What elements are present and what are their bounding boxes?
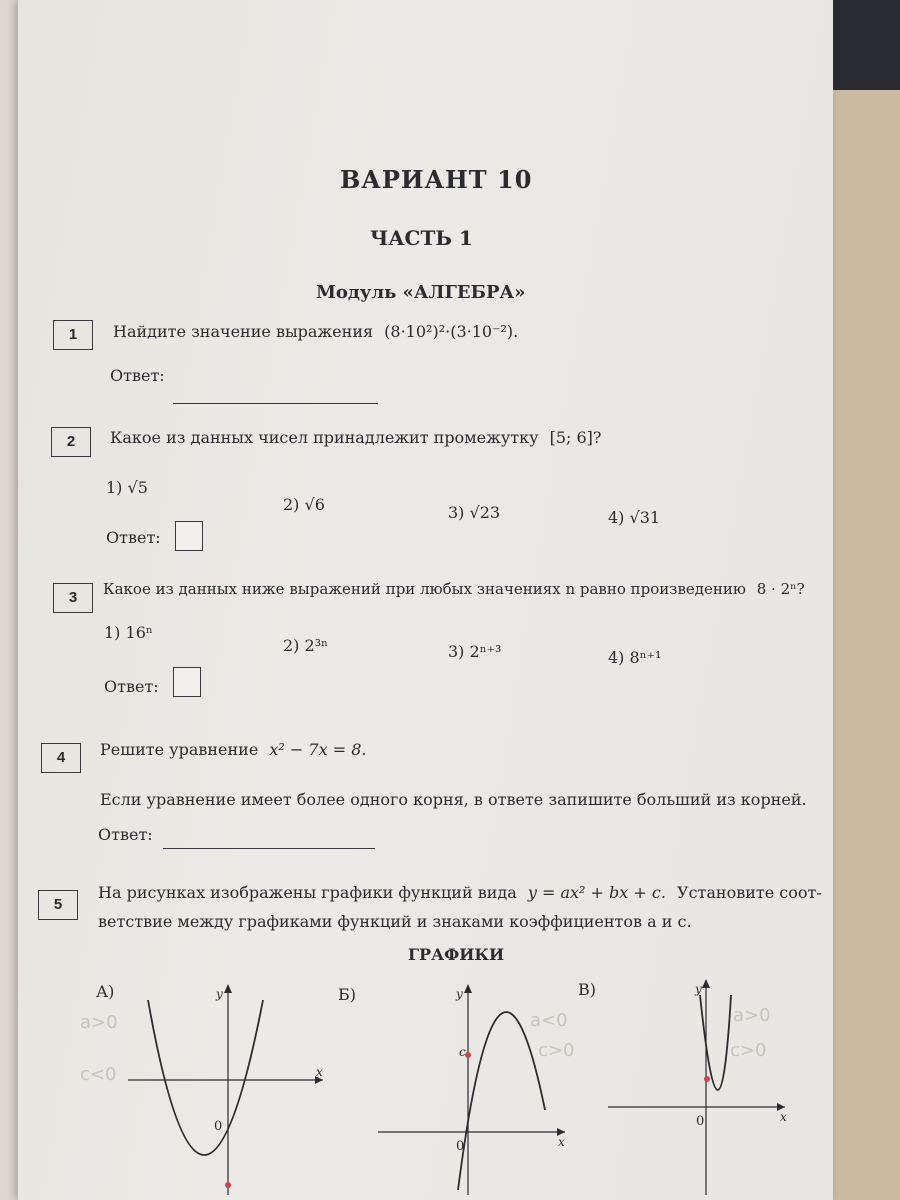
task-3-text — [103, 580, 805, 598]
graph-b-label: Б) — [338, 985, 356, 1004]
task-number: 3 — [53, 583, 93, 613]
task-3-option-4: 4) 8ⁿ⁺¹ — [608, 648, 662, 667]
task-2-option-4: 4) √31 — [608, 508, 661, 527]
task-1-prompt: Найдите значение выражения — [113, 322, 374, 341]
c-point — [225, 1182, 231, 1188]
task-5-line-1 — [98, 883, 822, 902]
graph-a-note-c: c<0 — [80, 1064, 117, 1085]
graph-a-note-a: a>0 — [80, 1012, 118, 1033]
x-label: x — [780, 1110, 787, 1124]
task-2-answer-box[interactable] — [175, 521, 203, 551]
y-axis-arrow — [224, 984, 232, 993]
graph-c-note-a: a>0 — [733, 1005, 771, 1026]
task-5-line-2: ветствие между графиками функций и знаками коэффициентов a и c. — [98, 912, 692, 931]
task-3-option-3: 3) 2ⁿ⁺³ — [448, 642, 502, 661]
task-4-equation: x² − 7x = 8. — [269, 740, 367, 759]
task-5-prompt-end: Установите соот- — [677, 883, 822, 902]
y-axis-arrow — [702, 979, 710, 988]
task-1-expression: (8·10²)²·(3·10⁻²). — [384, 322, 519, 341]
task-2-option-3: 3) √23 — [448, 503, 501, 522]
task-number: 1 — [53, 320, 93, 350]
task-number: 4 — [41, 743, 81, 773]
task-4-note: Если уравнение имеет более одного корня, в ответе запишите больший из корней. — [100, 790, 807, 809]
graph-a-label: А) — [96, 982, 115, 1001]
graphs-heading: ГРАФИКИ — [408, 945, 505, 964]
parabola-a — [148, 1000, 263, 1155]
graph-c-note-c: c>0 — [730, 1040, 767, 1061]
task-1-text — [113, 322, 518, 341]
y-axis-arrow — [464, 984, 472, 993]
graph-a — [118, 980, 328, 1200]
y-label: y — [695, 982, 702, 996]
task-3-option-2: 2) 2³ⁿ — [283, 636, 329, 655]
task-3-expression: 8 · 2ⁿ? — [756, 580, 805, 598]
c-point — [465, 1052, 471, 1058]
task-3-option-1: 1) 16ⁿ — [104, 623, 153, 642]
task-3-prompt: Какое из данных ниже выражений при любых значениях n равно произведению — [103, 580, 746, 598]
c-label: c — [459, 1045, 466, 1059]
worksheet-page — [18, 0, 833, 1200]
variant-title: ВАРИАНТ 10 — [340, 165, 533, 194]
task-2-option-1: 1) √5 — [106, 478, 148, 497]
task-number: 2 — [51, 427, 91, 457]
task-4-prompt: Решите уравнение — [100, 740, 259, 759]
origin-label: 0 — [696, 1114, 705, 1129]
task-3-answer-box[interactable] — [173, 667, 201, 697]
origin-label: 0 — [214, 1119, 223, 1134]
parabola-b — [458, 1012, 545, 1190]
task-2-interval: [5; 6]? — [549, 428, 602, 447]
answer-label: Ответ: — [104, 677, 159, 696]
task-5-formula: y = ax² + bx + c. — [527, 883, 666, 902]
answer-label: Ответ: — [98, 825, 153, 844]
y-label: y — [456, 987, 463, 1001]
task-4-answer-line[interactable] — [163, 848, 375, 849]
task-number: 5 — [38, 890, 78, 920]
task-2-text — [110, 428, 602, 447]
origin-label: 0 — [456, 1139, 465, 1154]
answer-label: Ответ: — [106, 528, 161, 547]
task-1-answer-line[interactable] — [173, 403, 378, 404]
answer-label: Ответ: — [110, 366, 165, 385]
parabola-c — [700, 995, 731, 1090]
module-title: Модуль «АЛГЕБРА» — [316, 282, 526, 303]
x-label: x — [316, 1065, 323, 1079]
graph-b-note-c: c>0 — [538, 1040, 575, 1061]
graph-b-note-a: a<0 — [530, 1010, 568, 1031]
task-4-text — [100, 740, 366, 759]
part-title: ЧАСТЬ 1 — [370, 226, 473, 250]
task-2-prompt: Какое из данных чисел принадлежит промежутку — [110, 428, 539, 447]
graph-c-label: В) — [578, 980, 596, 999]
c-point — [704, 1076, 710, 1082]
y-label: y — [216, 987, 223, 1001]
x-label: x — [558, 1135, 565, 1149]
graph-c — [603, 975, 793, 1200]
graph-b — [373, 980, 573, 1200]
task-5-prompt: На рисунках изображены графики функций вида — [98, 883, 517, 902]
task-2-option-2: 2) √6 — [283, 495, 325, 514]
